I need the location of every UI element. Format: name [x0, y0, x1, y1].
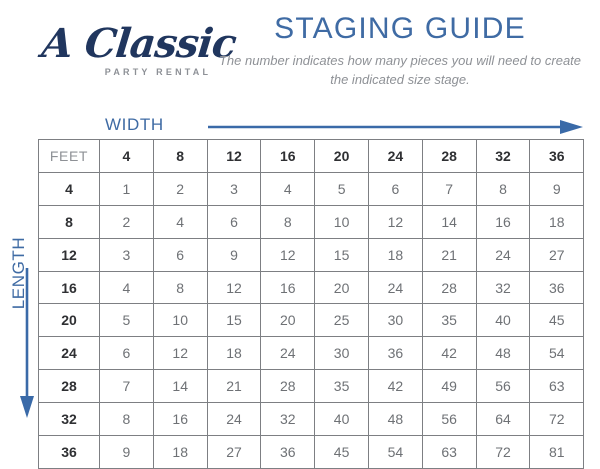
table-cell: 10: [315, 205, 369, 238]
table-cell: 63: [530, 370, 584, 403]
table-cell: 14: [422, 205, 476, 238]
table-cell: 54: [368, 436, 422, 469]
table-cell: 36: [368, 337, 422, 370]
table-row: [39, 238, 584, 271]
table-cell: 8: [153, 271, 207, 304]
table-cell: 12: [207, 271, 261, 304]
table-cell: 81: [530, 436, 584, 469]
table-cell: 27: [530, 238, 584, 271]
table-cell: 35: [315, 370, 369, 403]
table-row: [39, 304, 584, 337]
column-header: 36: [530, 140, 584, 173]
row-header: 32: [39, 403, 100, 436]
table-cell: 54: [530, 337, 584, 370]
row-header: 8: [39, 205, 100, 238]
table-cell: 27: [207, 436, 261, 469]
table-cell: 8: [476, 172, 530, 205]
width-arrow-icon: [208, 114, 583, 138]
table-cell: 30: [315, 337, 369, 370]
table-body: [39, 172, 584, 468]
table-cell: 9: [530, 172, 584, 205]
table-cell: 28: [422, 271, 476, 304]
column-header: 28: [422, 140, 476, 173]
table-cell: 49: [422, 370, 476, 403]
column-header: 12: [207, 140, 261, 173]
table-cell: 40: [476, 304, 530, 337]
table-cell: 45: [315, 436, 369, 469]
table-cell: 6: [100, 337, 154, 370]
table-cell: 18: [153, 436, 207, 469]
table-row: [39, 370, 584, 403]
table-cell: 24: [368, 271, 422, 304]
table-cell: 21: [207, 370, 261, 403]
row-header: 20: [39, 304, 100, 337]
table-row: [39, 205, 584, 238]
table-cell: 56: [476, 370, 530, 403]
title-block: [210, 12, 590, 89]
row-header: 4: [39, 172, 100, 205]
table-cell: 40: [315, 403, 369, 436]
table-cell: 35: [422, 304, 476, 337]
table-row: [39, 403, 584, 436]
table-cell: 3: [207, 172, 261, 205]
length-axis: [2, 170, 38, 425]
table-row: [39, 172, 584, 205]
table-cell: 42: [422, 337, 476, 370]
table-cell: 12: [261, 238, 315, 271]
table-cell: 32: [261, 403, 315, 436]
table-cell: 1: [100, 172, 154, 205]
length-axis-label: LENGTH: [9, 236, 28, 310]
table-cell: 64: [476, 403, 530, 436]
table-cell: 6: [368, 172, 422, 205]
header: [0, 0, 600, 110]
table-row: [39, 271, 584, 304]
row-header: 16: [39, 271, 100, 304]
staging-table-container: [38, 139, 583, 469]
column-header: 32: [476, 140, 530, 173]
width-axis: [38, 114, 583, 140]
table-cell: 45: [530, 304, 584, 337]
table-cell: 24: [261, 337, 315, 370]
column-header: 24: [368, 140, 422, 173]
table-cell: 12: [368, 205, 422, 238]
table-row: [39, 337, 584, 370]
table-cell: 48: [476, 337, 530, 370]
table-cell: 72: [530, 403, 584, 436]
logo-tagline: PARTY RENTAL: [104, 67, 212, 77]
logo-script-text: A Classic: [39, 20, 239, 67]
table-cell: 18: [368, 238, 422, 271]
table-header-row: [39, 140, 584, 173]
table-cell: 10: [153, 304, 207, 337]
table-cell: 21: [422, 238, 476, 271]
table-cell: 36: [261, 436, 315, 469]
table-cell: 12: [153, 337, 207, 370]
table-cell: 32: [476, 271, 530, 304]
table-cell: 56: [422, 403, 476, 436]
table-cell: 8: [100, 403, 154, 436]
table-cell: 18: [207, 337, 261, 370]
column-header: 4: [100, 140, 154, 173]
table-cell: 24: [476, 238, 530, 271]
column-header: 8: [153, 140, 207, 173]
width-axis-label: WIDTH: [105, 115, 164, 134]
table-cell: 20: [261, 304, 315, 337]
table-cell: 20: [315, 271, 369, 304]
table-cell: 36: [530, 271, 584, 304]
table-cell: 5: [315, 172, 369, 205]
table-cell: 2: [153, 172, 207, 205]
table-cell: 14: [153, 370, 207, 403]
table-cell: 4: [153, 205, 207, 238]
row-header: 36: [39, 436, 100, 469]
table-cell: 9: [100, 436, 154, 469]
table-cell: 6: [207, 205, 261, 238]
table-cell: 24: [207, 403, 261, 436]
table-cell: 42: [368, 370, 422, 403]
row-header: 12: [39, 238, 100, 271]
table-header: [39, 140, 584, 173]
table-cell: 5: [100, 304, 154, 337]
table-cell: 16: [476, 205, 530, 238]
table-cell: 9: [207, 238, 261, 271]
table-cell: 4: [261, 172, 315, 205]
table-cell: 2: [100, 205, 154, 238]
column-header: 16: [261, 140, 315, 173]
table-cell: 6: [153, 238, 207, 271]
page-title: STAGING GUIDE: [274, 12, 526, 45]
table-cell: 8: [261, 205, 315, 238]
row-header: 24: [39, 337, 100, 370]
table-cell: 48: [368, 403, 422, 436]
table-cell: 7: [422, 172, 476, 205]
staging-guide-table: [38, 139, 584, 469]
table-cell: 63: [422, 436, 476, 469]
table-cell: 30: [368, 304, 422, 337]
brand-logo: [39, 14, 239, 90]
column-header: 20: [315, 140, 369, 173]
table-cell: 28: [261, 370, 315, 403]
table-cell: 25: [315, 304, 369, 337]
table-cell: 72: [476, 436, 530, 469]
row-header: 28: [39, 370, 100, 403]
table-corner-label: FEET: [39, 140, 100, 173]
table-cell: 16: [261, 271, 315, 304]
table-cell: 16: [153, 403, 207, 436]
table-cell: 3: [100, 238, 154, 271]
table-cell: 15: [315, 238, 369, 271]
table-cell: 18: [530, 205, 584, 238]
table-cell: 4: [100, 271, 154, 304]
table-cell: 15: [207, 304, 261, 337]
page-subtitle: The number indicates how many pieces you will need to create the indicated size stage.: [218, 53, 582, 87]
table-cell: 7: [100, 370, 154, 403]
table-row: [39, 436, 584, 469]
